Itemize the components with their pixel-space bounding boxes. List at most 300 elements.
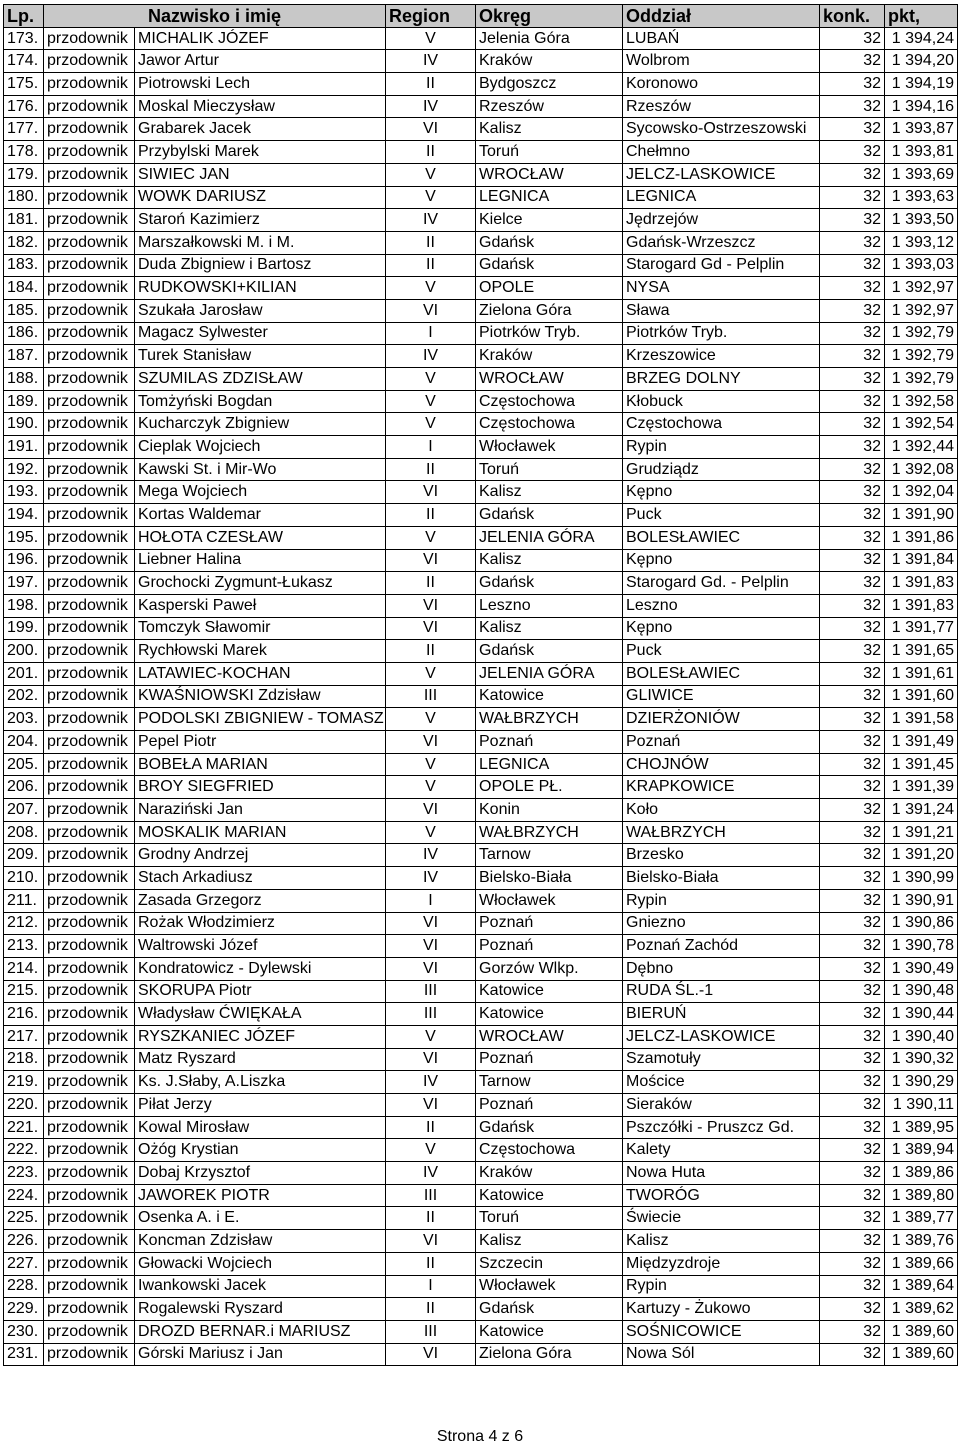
row-okreg: Poznań [476, 1094, 623, 1117]
table-row [4, 1162, 958, 1185]
row-rank: przodownik [44, 231, 135, 254]
row-rank: przodownik [44, 27, 135, 50]
row-lp: 182. [4, 231, 44, 254]
row-oddzial: Puck [623, 640, 820, 663]
row-lp: 177. [4, 118, 44, 141]
row-oddzial: Starogard Gd - Pelplin [623, 254, 820, 277]
row-pkt: 1 389,94 [885, 1139, 958, 1162]
row-rank: przodownik [44, 1298, 135, 1321]
row-lp: 198. [4, 594, 44, 617]
table-row [4, 1320, 958, 1343]
row-okreg: Zielona Góra [476, 299, 623, 322]
row-rank: przodownik [44, 345, 135, 368]
row-name: Rychłowski Marek [135, 640, 386, 663]
row-okreg: OPOLE [476, 277, 623, 300]
row-oddzial: Bielsko-Biała [623, 867, 820, 890]
table-row [4, 1094, 958, 1117]
row-pkt: 1 393,03 [885, 254, 958, 277]
row-oddzial: Rypin [623, 1275, 820, 1298]
row-rank: przodownik [44, 50, 135, 73]
row-pkt: 1 392,08 [885, 458, 958, 481]
table-row [4, 118, 958, 141]
row-name: DROZD BERNAR.i MARIUSZ [135, 1320, 386, 1343]
row-konk: 32 [820, 209, 885, 232]
row-oddzial: TWORÓG [623, 1184, 820, 1207]
row-okreg: OPOLE PŁ. [476, 776, 623, 799]
row-name: BOBEŁA MARIAN [135, 753, 386, 776]
table-row [4, 1025, 958, 1048]
results-sheet [3, 4, 957, 1366]
row-oddzial: NYSA [623, 277, 820, 300]
row-lp: 187. [4, 345, 44, 368]
row-okreg: WROCŁAW [476, 1025, 623, 1048]
row-region: V [386, 27, 476, 50]
row-region: II [386, 1298, 476, 1321]
table-row [4, 368, 958, 391]
row-lp: 207. [4, 799, 44, 822]
row-pkt: 1 392,97 [885, 299, 958, 322]
row-pkt: 1 391,20 [885, 844, 958, 867]
table-row [4, 731, 958, 754]
row-pkt: 1 390,11 [885, 1094, 958, 1117]
row-rank: przodownik [44, 912, 135, 935]
table-row [4, 753, 958, 776]
row-pkt: 1 392,44 [885, 436, 958, 459]
table-row [4, 299, 958, 322]
row-okreg: Piotrków Tryb. [476, 322, 623, 345]
row-pkt: 1 390,91 [885, 889, 958, 912]
row-name: Grochocki Zygmunt-Łukasz [135, 572, 386, 595]
row-region: VI [386, 1048, 476, 1071]
row-lp: 195. [4, 526, 44, 549]
row-konk: 32 [820, 957, 885, 980]
row-pkt: 1 392,79 [885, 322, 958, 345]
row-region: VI [386, 912, 476, 935]
row-name: Osenka A. i E. [135, 1207, 386, 1230]
row-okreg: Katowice [476, 1320, 623, 1343]
table-row [4, 889, 958, 912]
row-oddzial: Jędrzejów [623, 209, 820, 232]
row-rank: przodownik [44, 299, 135, 322]
table-row [4, 594, 958, 617]
table-row [4, 345, 958, 368]
row-okreg: Bydgoszcz [476, 73, 623, 96]
row-oddzial: CHOJNÓW [623, 753, 820, 776]
row-rank: przodownik [44, 867, 135, 890]
table-row [4, 1184, 958, 1207]
row-name: Kowal Mirosław [135, 1116, 386, 1139]
row-okreg: Tarnow [476, 1071, 623, 1094]
row-konk: 32 [820, 594, 885, 617]
row-region: V [386, 526, 476, 549]
row-pkt: 1 392,58 [885, 390, 958, 413]
table-row [4, 935, 958, 958]
row-lp: 221. [4, 1116, 44, 1139]
header-pkt: pkt, [885, 5, 958, 28]
table-row [4, 1139, 958, 1162]
row-rank: przodownik [44, 799, 135, 822]
row-konk: 32 [820, 1298, 885, 1321]
table-row [4, 209, 958, 232]
row-rank: przodownik [44, 617, 135, 640]
row-lp: 217. [4, 1025, 44, 1048]
table-row [4, 640, 958, 663]
row-oddzial: Kępno [623, 481, 820, 504]
row-region: VI [386, 594, 476, 617]
row-pkt: 1 390,44 [885, 1003, 958, 1026]
header-row [4, 5, 958, 28]
row-okreg: Poznań [476, 1048, 623, 1071]
row-region: II [386, 141, 476, 164]
row-region: II [386, 458, 476, 481]
row-region: V [386, 776, 476, 799]
row-konk: 32 [820, 50, 885, 73]
row-lp: 186. [4, 322, 44, 345]
row-pkt: 1 389,66 [885, 1252, 958, 1275]
table-row [4, 322, 958, 345]
row-pkt: 1 394,20 [885, 50, 958, 73]
row-region: III [386, 980, 476, 1003]
row-rank: przodownik [44, 731, 135, 754]
row-okreg: Jelenia Góra [476, 27, 623, 50]
page-number: Strona 4 z 6 [436, 1428, 524, 1445]
row-okreg: Gdańsk [476, 572, 623, 595]
row-region: VI [386, 935, 476, 958]
row-konk: 32 [820, 1275, 885, 1298]
row-region: VI [386, 481, 476, 504]
row-oddzial: Szamotuły [623, 1048, 820, 1071]
row-region: II [386, 1116, 476, 1139]
row-lp: 183. [4, 254, 44, 277]
row-rank: przodownik [44, 1252, 135, 1275]
row-lp: 215. [4, 980, 44, 1003]
row-oddzial: Nowa Sól [623, 1343, 820, 1366]
row-region: V [386, 413, 476, 436]
row-name: WOWK DARIUSZ [135, 186, 386, 209]
row-rank: przodownik [44, 141, 135, 164]
row-konk: 32 [820, 254, 885, 277]
row-pkt: 1 389,86 [885, 1162, 958, 1185]
row-lp: 175. [4, 73, 44, 96]
row-lp: 200. [4, 640, 44, 663]
row-okreg: Zielona Góra [476, 1343, 623, 1366]
row-region: IV [386, 95, 476, 118]
table-row [4, 957, 958, 980]
table-row [4, 912, 958, 935]
row-oddzial: RUDA ŚL.-1 [623, 980, 820, 1003]
row-konk: 32 [820, 776, 885, 799]
row-konk: 32 [820, 753, 885, 776]
row-region: VI [386, 549, 476, 572]
row-oddzial: Kalety [623, 1139, 820, 1162]
row-rank: przodownik [44, 708, 135, 731]
table-row [4, 1275, 958, 1298]
row-name: Grabarek Jacek [135, 118, 386, 141]
row-okreg: Gdańsk [476, 254, 623, 277]
row-lp: 176. [4, 95, 44, 118]
row-oddzial: Wolbrom [623, 50, 820, 73]
row-okreg: Gorzów Wlkp. [476, 957, 623, 980]
row-oddzial: Chełmno [623, 141, 820, 164]
row-name: Cieplak Wojciech [135, 436, 386, 459]
row-rank: przodownik [44, 935, 135, 958]
row-region: III [386, 1184, 476, 1207]
row-name: Pepel Piotr [135, 731, 386, 754]
row-name: KWAŚNIOWSKI Zdzisław [135, 685, 386, 708]
row-region: V [386, 1139, 476, 1162]
row-name: Rogalewski Ryszard [135, 1298, 386, 1321]
row-name: BROY SIEGFRIED [135, 776, 386, 799]
table-row [4, 254, 958, 277]
row-okreg: Poznań [476, 912, 623, 935]
row-rank: przodownik [44, 1207, 135, 1230]
row-region: VI [386, 731, 476, 754]
row-region: II [386, 504, 476, 527]
row-pkt: 1 389,64 [885, 1275, 958, 1298]
row-name: Szukała Jarosław [135, 299, 386, 322]
row-konk: 32 [820, 322, 885, 345]
row-lp: 178. [4, 141, 44, 164]
row-lp: 225. [4, 1207, 44, 1230]
table-row [4, 662, 958, 685]
row-oddzial: Sieraków [623, 1094, 820, 1117]
row-oddzial: Dębno [623, 957, 820, 980]
row-oddzial: Gniezno [623, 912, 820, 935]
row-rank: przodownik [44, 594, 135, 617]
row-rank: przodownik [44, 844, 135, 867]
row-oddzial: BOLESŁAWIEC [623, 526, 820, 549]
row-region: I [386, 436, 476, 459]
table-row [4, 844, 958, 867]
row-region: IV [386, 867, 476, 890]
row-oddzial: Częstochowa [623, 413, 820, 436]
row-pkt: 1 390,32 [885, 1048, 958, 1071]
row-name: Stach Arkadiusz [135, 867, 386, 890]
row-rank: przodownik [44, 685, 135, 708]
row-lp: 214. [4, 957, 44, 980]
row-konk: 32 [820, 1343, 885, 1366]
row-konk: 32 [820, 368, 885, 391]
row-rank: przodownik [44, 526, 135, 549]
row-oddzial: Międzyzdroje [623, 1252, 820, 1275]
row-rank: przodownik [44, 1184, 135, 1207]
row-name: Kawski St. i Mir-Wo [135, 458, 386, 481]
row-region: V [386, 753, 476, 776]
row-konk: 32 [820, 163, 885, 186]
row-konk: 32 [820, 708, 885, 731]
header-name: Nazwisko i imię [44, 5, 386, 28]
row-okreg: Katowice [476, 1003, 623, 1026]
row-lp: 184. [4, 277, 44, 300]
row-oddzial: KRAPKOWICE [623, 776, 820, 799]
row-pkt: 1 391,21 [885, 821, 958, 844]
table-row [4, 27, 958, 50]
row-rank: przodownik [44, 1116, 135, 1139]
row-pkt: 1 391,24 [885, 799, 958, 822]
row-lp: 224. [4, 1184, 44, 1207]
row-rank: przodownik [44, 1343, 135, 1366]
header-region: Region [386, 5, 476, 28]
row-konk: 32 [820, 1025, 885, 1048]
row-region: IV [386, 345, 476, 368]
row-okreg: Częstochowa [476, 390, 623, 413]
row-name: Jawor Artur [135, 50, 386, 73]
row-lp: 213. [4, 935, 44, 958]
table-row [4, 163, 958, 186]
row-rank: przodownik [44, 277, 135, 300]
row-lp: 218. [4, 1048, 44, 1071]
row-konk: 32 [820, 413, 885, 436]
row-lp: 226. [4, 1230, 44, 1253]
row-pkt: 1 390,29 [885, 1071, 958, 1094]
row-oddzial: Kartuzy - Żukowo [623, 1298, 820, 1321]
row-lp: 204. [4, 731, 44, 754]
row-rank: przodownik [44, 368, 135, 391]
row-name: Mega Wojciech [135, 481, 386, 504]
row-konk: 32 [820, 685, 885, 708]
row-name: Ożóg Krystian [135, 1139, 386, 1162]
row-konk: 32 [820, 1048, 885, 1071]
row-pkt: 1 389,60 [885, 1320, 958, 1343]
table-row [4, 708, 958, 731]
row-pkt: 1 389,60 [885, 1343, 958, 1366]
row-konk: 32 [820, 504, 885, 527]
table-row [4, 1298, 958, 1321]
row-konk: 32 [820, 1184, 885, 1207]
row-pkt: 1 389,95 [885, 1116, 958, 1139]
row-lp: 194. [4, 504, 44, 527]
table-row [4, 526, 958, 549]
row-pkt: 1 392,54 [885, 413, 958, 436]
row-name: Naraziński Jan [135, 799, 386, 822]
row-oddzial: Krzeszowice [623, 345, 820, 368]
row-lp: 190. [4, 413, 44, 436]
row-pkt: 1 391,61 [885, 662, 958, 685]
results-table [3, 4, 958, 1366]
row-region: II [386, 254, 476, 277]
row-name: Magacz Sylwester [135, 322, 386, 345]
row-okreg: Rzeszów [476, 95, 623, 118]
row-region: VI [386, 1094, 476, 1117]
row-konk: 32 [820, 299, 885, 322]
row-lp: 192. [4, 458, 44, 481]
row-konk: 32 [820, 458, 885, 481]
row-konk: 32 [820, 889, 885, 912]
table-row [4, 277, 958, 300]
header-okreg: Okręg [476, 5, 623, 28]
table-row [4, 1116, 958, 1139]
row-oddzial: Poznań Zachód [623, 935, 820, 958]
row-rank: przodownik [44, 1048, 135, 1071]
row-okreg: Katowice [476, 685, 623, 708]
row-okreg: WAŁBRZYCH [476, 821, 623, 844]
row-rank: przodownik [44, 95, 135, 118]
row-pkt: 1 390,49 [885, 957, 958, 980]
row-lp: 203. [4, 708, 44, 731]
row-region: III [386, 685, 476, 708]
row-oddzial: Gdańsk-Wrzeszcz [623, 231, 820, 254]
row-okreg: Gdańsk [476, 640, 623, 663]
row-name: Kortas Waldemar [135, 504, 386, 527]
row-pkt: 1 391,83 [885, 594, 958, 617]
table-row [4, 73, 958, 96]
row-name: Dobaj Krzysztof [135, 1162, 386, 1185]
row-rank: przodownik [44, 118, 135, 141]
row-lp: 209. [4, 844, 44, 867]
row-name: Waltrowski Józef [135, 935, 386, 958]
row-rank: przodownik [44, 1003, 135, 1026]
row-okreg: Częstochowa [476, 413, 623, 436]
row-rank: przodownik [44, 662, 135, 685]
row-name: Kondratowicz - Dylewski [135, 957, 386, 980]
row-pkt: 1 390,40 [885, 1025, 958, 1048]
row-rank: przodownik [44, 254, 135, 277]
row-lp: 223. [4, 1162, 44, 1185]
row-konk: 32 [820, 549, 885, 572]
row-lp: 174. [4, 50, 44, 73]
table-row [4, 980, 958, 1003]
row-lp: 230. [4, 1320, 44, 1343]
row-region: V [386, 662, 476, 685]
row-name: PODOLSKI ZBIGNIEW - TOMASZ [135, 708, 386, 731]
row-lp: 197. [4, 572, 44, 595]
row-konk: 32 [820, 1252, 885, 1275]
row-okreg: Kraków [476, 50, 623, 73]
row-okreg: Kalisz [476, 481, 623, 504]
row-okreg: Włocławek [476, 1275, 623, 1298]
row-lp: 212. [4, 912, 44, 935]
row-pkt: 1 390,86 [885, 912, 958, 935]
row-region: II [386, 640, 476, 663]
row-name: LATAWIEC-KOCHAN [135, 662, 386, 685]
row-oddzial: Starogard Gd. - Pelplin [623, 572, 820, 595]
row-region: II [386, 1252, 476, 1275]
row-name: Władysław ĆWIĘKAŁA [135, 1003, 386, 1026]
row-region: IV [386, 1162, 476, 1185]
row-rank: przodownik [44, 980, 135, 1003]
row-pkt: 1 390,48 [885, 980, 958, 1003]
row-lp: 181. [4, 209, 44, 232]
row-pkt: 1 391,49 [885, 731, 958, 754]
row-region: II [386, 572, 476, 595]
row-name: SIWIEC JAN [135, 163, 386, 186]
row-rank: przodownik [44, 504, 135, 527]
row-region: VI [386, 799, 476, 822]
row-pkt: 1 393,69 [885, 163, 958, 186]
row-name: Duda Zbigniew i Bartosz [135, 254, 386, 277]
row-okreg: Kalisz [476, 549, 623, 572]
row-lp: 202. [4, 685, 44, 708]
row-name: Iwankowski Jacek [135, 1275, 386, 1298]
row-pkt: 1 390,78 [885, 935, 958, 958]
row-region: V [386, 277, 476, 300]
row-oddzial: LUBAŃ [623, 27, 820, 50]
row-name: Matz Ryszard [135, 1048, 386, 1071]
table-row [4, 141, 958, 164]
row-okreg: Gdańsk [476, 231, 623, 254]
row-oddzial: Sława [623, 299, 820, 322]
row-oddzial: Kępno [623, 617, 820, 640]
row-oddzial: Leszno [623, 594, 820, 617]
row-rank: przodownik [44, 1071, 135, 1094]
row-lp: 180. [4, 186, 44, 209]
row-konk: 32 [820, 95, 885, 118]
row-konk: 32 [820, 481, 885, 504]
row-konk: 32 [820, 1003, 885, 1026]
row-konk: 32 [820, 572, 885, 595]
table-row [4, 1252, 958, 1275]
row-rank: przodownik [44, 390, 135, 413]
